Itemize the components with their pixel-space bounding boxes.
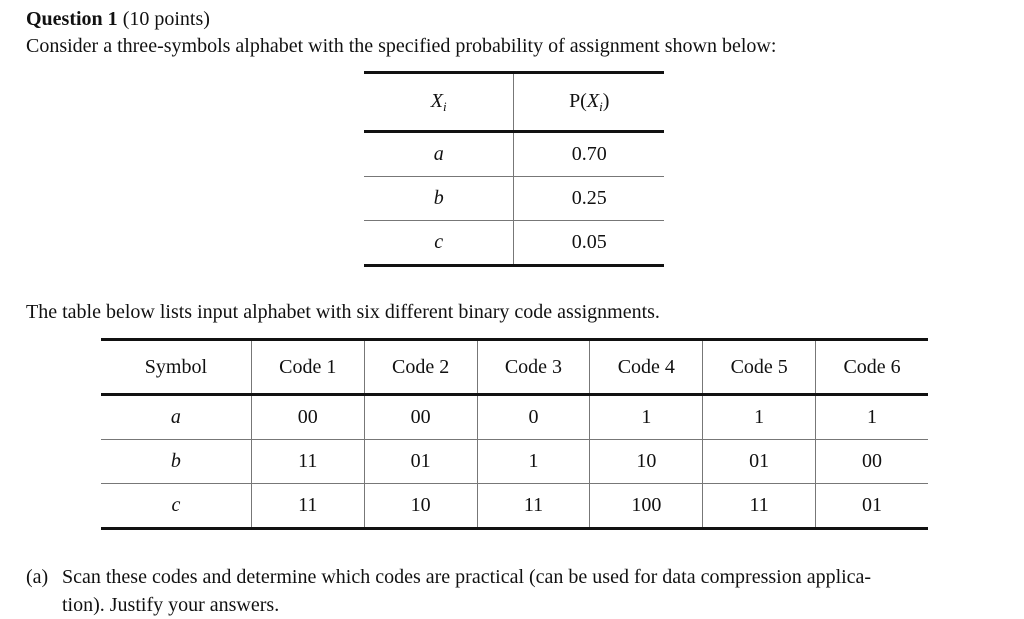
table-row: [364, 132, 664, 177]
probability-column-header: $P(X_i)$: [514, 73, 664, 132]
code-cell: 01: [816, 484, 928, 529]
code-cell: 0: [477, 395, 590, 440]
codes-intro: The table below lists input alphabet with six different binary code assignments.: [26, 301, 660, 323]
code-cell: 10: [364, 484, 477, 529]
probability-cell: 0.25: [514, 177, 664, 221]
column-header: Code 3: [477, 340, 590, 395]
question-points: (10 points): [122, 8, 210, 30]
column-header: Code 2: [364, 340, 477, 395]
code-cell: 11: [703, 484, 816, 529]
part-a-line1: Scan these codes and determine which codes are practical (can be used for data compression applica-: [62, 566, 872, 588]
column-header: Symbol: [101, 340, 251, 395]
code-cell: 11: [477, 484, 590, 529]
part-a-label: (a): [26, 566, 49, 588]
table-row: [101, 484, 928, 529]
code-cell: 10: [590, 440, 703, 484]
code-cell: 01: [364, 440, 477, 484]
table-row: [101, 440, 928, 484]
code-cell: 1: [590, 395, 703, 440]
code-cell: 01: [703, 440, 816, 484]
question-heading: [26, 6, 210, 32]
code-table-header: [101, 340, 928, 395]
code-cell: 00: [364, 395, 477, 440]
code-cell: 1: [477, 440, 590, 484]
column-header: Code 1: [251, 340, 364, 395]
symbol-cell: b: [101, 440, 251, 484]
table-row: [364, 221, 664, 266]
part-a-question: [26, 563, 1006, 619]
probability-table-header: [364, 73, 664, 132]
probability-table: [364, 71, 664, 267]
symbol-cell: b: [364, 177, 514, 221]
symbol-column-header: $X_i$: [364, 73, 514, 132]
symbol-cell: c: [101, 484, 251, 529]
question-intro: Consider a three-symbols alphabet with the specified probability of assignment shown below:: [26, 35, 777, 57]
symbol-cell: c: [364, 221, 514, 266]
symbol-cell: a: [101, 395, 251, 440]
code-cell: 00: [816, 440, 928, 484]
column-header: Code 6: [816, 340, 928, 395]
probability-cell: 0.05: [514, 221, 664, 266]
code-assignment-table: [101, 338, 928, 530]
probability-cell: 0.70: [514, 132, 664, 177]
table-row: [101, 395, 928, 440]
code-cell: 00: [251, 395, 364, 440]
column-header: Code 5: [703, 340, 816, 395]
part-a-line2: tion). Justify your answers.: [62, 594, 280, 616]
question-title: Question 1: [26, 8, 118, 30]
code-cell: 11: [251, 484, 364, 529]
code-cell: 1: [703, 395, 816, 440]
column-header: Code 4: [590, 340, 703, 395]
code-cell: 11: [251, 440, 364, 484]
code-cell: 100: [590, 484, 703, 529]
table-row: [364, 177, 664, 221]
symbol-cell: a: [364, 132, 514, 177]
code-cell: 1: [816, 395, 928, 440]
